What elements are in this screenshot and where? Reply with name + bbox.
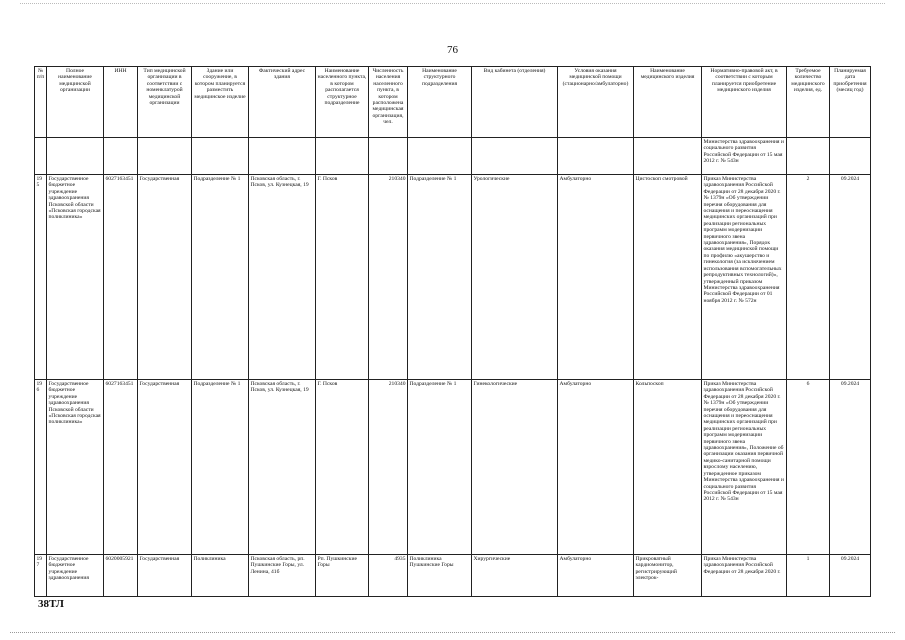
building: Подразделение № 1 [192,380,249,555]
header-cell: Численность населения населенного пункта, в котором расположена медицинская организация, чел. [369,67,408,138]
org-name: Государственное бюджетное учреждение здравоохранения Псковской области «Псковская городская поликлиника» [47,380,104,555]
continuation-act-cell: Министерства здравоохранения и социального развития Российской Федерации от 15 мая 2012 г. № 543н [702,138,787,175]
header-cell: Условия оказания медицинской помощи (стационарно/амбулаторно) [558,67,634,138]
header-cell: ИНН [104,67,138,138]
locality: Г. Псков [316,175,369,380]
quantity: 6 [787,380,830,555]
row-number: 197 [35,555,47,597]
header-cell: Полное наименование медицинской организации [47,67,104,138]
row-number: 195 [35,175,47,380]
org-name: Государственное бюджетное учреждение здравоохранения [47,555,104,597]
org-type: Государственная [138,555,192,597]
legal-act: Приказ Министерства здравоохранения Российской Федерации от 28 декабря 2020 г. № 1379н «Об утверждении перечня оборудования для оснащения и переоснащения медицинских организаций при реализации региональных программ модернизации первичного звена здравоохранения», Порядок оказания медицинской помощи по профилю «акушерство и гинекология (за исключением использования вспомогательных репродуктивных технологий)», утвержденный приказом Министерства здравоохранения Российской Федерации от 01 ноября 2012 г. № 572н [702,175,787,380]
quantity: 1 [787,555,830,597]
header-cell: Наименование медицинского изделия [634,67,702,138]
care-conditions: Амбулаторно [558,555,634,597]
building: Поликлиника [192,555,249,597]
equipment-table [34,66,871,597]
table-row-continuation [35,138,871,175]
locality: Рп. Пушкинские Горы [316,555,369,597]
legal-act: Приказ Министерства здравоохранения Российской Федерации от 28 декабря 2020 г. [702,555,787,597]
org-name: Государственное бюджетное учреждение здравоохранения Псковской области «Псковская городская поликлиника» [47,175,104,380]
address: Псковская область, рп. Пушкинские Горы, ул. Ленина, 41б [249,555,316,597]
device-name: Цистоскоп смотровой [634,175,702,380]
inn: 6027163451 [104,380,138,555]
table-header-row [35,67,871,138]
device-name: Кольпоскоп [634,380,702,555]
inn: 6020005921 [104,555,138,597]
table-row [35,380,871,555]
inn: 6027163451 [104,175,138,380]
population: 210340 [369,380,408,555]
population: 210340 [369,175,408,380]
care-conditions: Амбулаторно [558,380,634,555]
unit: Поликлиника Пушкинские Горы [408,555,472,597]
row-number: 196 [35,380,47,555]
header-cell: Вид кабинета (отделения) [472,67,558,138]
building: Подразделение № 1 [192,175,249,380]
header-cell: Наименование структурного подразделения [408,67,472,138]
unit: Подразделение № 1 [408,380,472,555]
scan-artifact-top [20,3,885,5]
locality: Г. Псков [316,380,369,555]
header-cell: Наименование населенного пункта, в котором располагается структурное подразделение [316,67,369,138]
header-cell: Требуемое количество медицинского изделия, ед. [787,67,830,138]
table-row [35,555,871,597]
purchase-date: 09.2024 [830,175,871,380]
document-footer-code: 38ТЛ [38,598,64,610]
org-type: Государственная [138,380,192,555]
purchase-date: 09.2024 [830,380,871,555]
legal-act: Приказ Министерства здравоохранения Российской Федерации от 28 декабря 2020 г. № 1379н «Об утверждении перечня оборудования для оснащения и переоснащения медицинских организаций при реализации региональных программ модернизации первичного звена здравоохранения», Положение об организации оказания первичной медико-санитарной помощи взрослому населению, утвержденное приказом Министерства здравоохранения и социального развития Российской Федерации от 15 мая 2012 г. № 543н [702,380,787,555]
device-name: Прикроватный кардиомонитор, регистрирующий электрок- [634,555,702,597]
cabinet-type: Хирургические [472,555,558,597]
quantity: 2 [787,175,830,380]
address: Псковская область, г. Псков, ул. Кузнецкая, 19 [249,380,316,555]
header-cell: Планируемая дата приобретения (месяц год) [830,67,871,138]
population: 4935 [369,555,408,597]
header-cell: № п/п [35,67,47,138]
header-cell: Здание или сооружение, в котором планируется разместить медицинское изделие [192,67,249,138]
header-cell: Фактический адрес здания [249,67,316,138]
cabinet-type: Гинекологические [472,380,558,555]
page-number: 76 [447,44,458,56]
org-type: Государственная [138,175,192,380]
purchase-date: 09.2024 [830,555,871,597]
address: Псковская область, г. Псков, ул. Кузнецкая, 19 [249,175,316,380]
unit: Подразделение № 1 [408,175,472,380]
table-row [35,175,871,380]
scan-artifact-bottom [10,632,895,634]
header-cell: Нормативно-правовой акт, в соответствии с которым планируется приобретение медицинского изделия [702,67,787,138]
care-conditions: Амбулаторно [558,175,634,380]
cabinet-type: Урологические [472,175,558,380]
header-cell: Тип медицинской организации в соответствии с номенклатурой медицинской организации [138,67,192,138]
